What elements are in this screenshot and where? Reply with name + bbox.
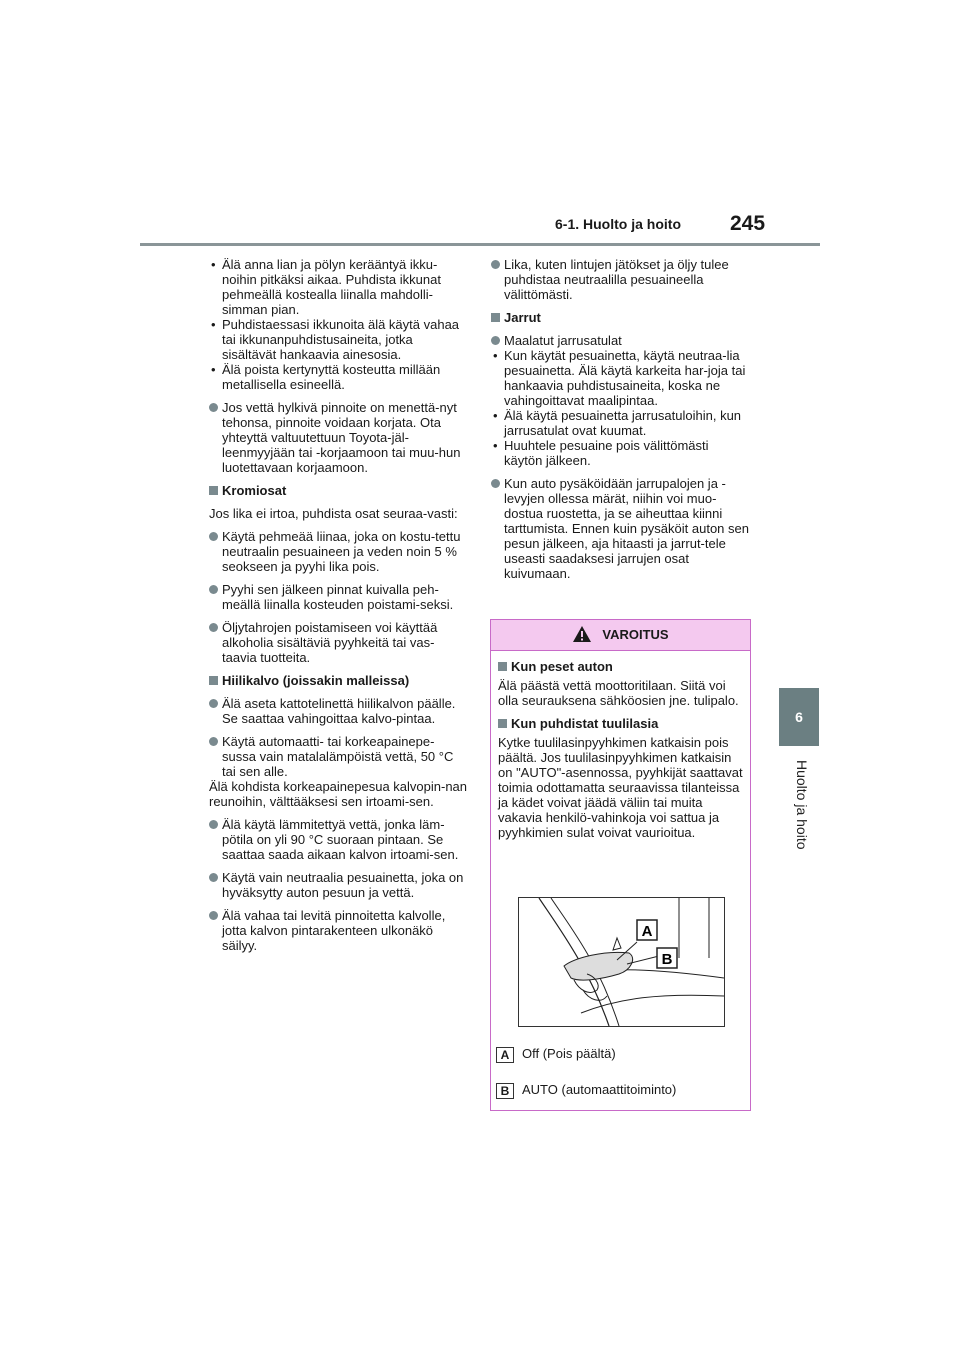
item-text: Älä aseta kattotelinettä hiilikalvon päälle. Se saattaa vahingoittaa kalvo-pintaa. [222, 696, 456, 726]
item-text: Älä vahaa tai levitä pinnoitetta kalvolle, jotta kalvon pintarakenteen ulkonäkö säilyy. [222, 908, 446, 953]
circle-bullet-item [209, 734, 467, 779]
circle-bullet-item [209, 817, 467, 862]
square-bullet-icon [491, 313, 500, 322]
warning-triangle-icon [572, 625, 592, 643]
heading-text: Jarrut [504, 310, 541, 325]
circle-bullet-item [209, 529, 467, 574]
item-text: Käytä pehmeää liinaa, joka on kostu-tettu neutraalin pesuaineen ja veden noin 5 % seokseen ja pyyhi lika pois. [222, 529, 461, 574]
circle-bullet-icon [491, 260, 500, 269]
list-item: • Älä poista kertynyttä kosteutta millään metallisella esineellä. [209, 362, 467, 392]
legend-item-a [496, 1046, 616, 1063]
item-text: Pyyhi sen jälkeen pinnat kuivalla peh-meällä liinalla kosteuden poistami-seksi. [222, 582, 454, 612]
square-bullet-icon [498, 719, 507, 728]
square-bullet-icon [209, 486, 218, 495]
legend-text: AUTO (automaattitoiminto) [522, 1082, 677, 1097]
heading-text: Kun peset auton [511, 659, 613, 674]
paragraph: Älä kohdista korkeapainepesua kalvopin-nan reunoihin, välttääksesi sen irtoami-sen. [209, 779, 468, 809]
heading-text: Kun puhdistat tuulilasia [511, 716, 659, 731]
circle-bullet-icon [209, 737, 218, 746]
callout-a: A [641, 923, 653, 940]
item-text: Älä käytä lämmitettyä vettä, jonka läm-pötila on yli 90 °C suoraan pintaan. Se saattaa saada aikaan kalvon irtoami-sen. [222, 817, 459, 862]
section-heading-jarrut [491, 310, 749, 325]
warning-paragraph: Kytke tuulilasinpyyhkimen katkaisin pois päältä. Jos tuulilasinpyyhkimen katkaisin on "AUTO"-asennossa, pyyhkijät saattavat toimia odottamatta seuraavissa tilanteissa ja kädet voivat jäädä väliin tai muita vakavia henkilö-vahinkoja voi sattua ja pyyhkimien sulat voivat vaurioitua. [498, 735, 743, 840]
circle-bullet-icon [209, 820, 218, 829]
circle-bullet-item [209, 582, 467, 612]
list-item: • Älä anna lian ja pölyn kerääntyä ikku-noihin pitkäksi aikaa. Puhdista ikkunat pehmeällä kostealla liinalla mahdolli-simman pian. [209, 257, 467, 317]
circle-bullet-icon [209, 911, 218, 920]
circle-bullet-icon [209, 699, 218, 708]
heading-text: Kromiosat [222, 483, 287, 498]
section-heading-kromiosat [209, 483, 467, 498]
brake-caliper-list [491, 348, 749, 468]
list-item: • Kun käytät pesuainetta, käytä neutraa-lia pesuainetta. Älä käytä karkeita har-joja tai hankaavia puhdistusaineita, koska ne vahingoittavat maalipintaa. [491, 348, 749, 408]
right-column [491, 257, 749, 589]
warning-paragraph: Älä päästä vettä moottoritilaan. Siitä voi olla seurauksena sähköosien jne. tulipalo. [498, 678, 739, 708]
circle-bullet-icon [209, 623, 218, 632]
wiper-switch-illustration [518, 897, 725, 1027]
item-text: Käytä vain neutraalia pesuainetta, joka on hyväksytty auton pesuun ja vettä. [222, 870, 464, 900]
warning-header [491, 620, 750, 651]
header-divider [140, 243, 820, 246]
circle-bullet-icon [209, 532, 218, 541]
heading-text: Hiilikalvo (joissakin malleissa) [222, 673, 410, 688]
legend-key: A [496, 1047, 514, 1063]
item-text: Maalatut jarrusatulat [504, 333, 622, 348]
circle-bullet-item [209, 400, 467, 475]
circle-bullet-item [209, 908, 467, 953]
circle-bullet-icon [491, 336, 500, 345]
circle-bullet-icon [491, 479, 500, 488]
warning-heading [498, 659, 743, 674]
item-text: Öljytahrojen poistamiseen voi käyttää alkoholia sisältäviä pyyhkeitä tai vas-taavia tuotteita. [222, 620, 438, 665]
legend-text: Off (Pois päältä) [522, 1046, 616, 1061]
circle-bullet-item [491, 476, 749, 581]
window-care-list [209, 257, 467, 392]
circle-bullet-item [209, 620, 467, 665]
circle-bullet-icon [209, 873, 218, 882]
item-text: Kun auto pysäköidään jarrupalojen ja -levyjen ollessa märät, niihin voi muo-dostua ruostetta, ja se aiheuttaa kiinni tarttumista. Ennen kuin pysäköit auton sen pesun jälkeen, aja hitaasti ja jarrut-tele useasti saadaksesi jarrujen osat kuivumaan. [504, 476, 749, 581]
circle-bullet-icon [209, 403, 218, 412]
callout-b: B [661, 951, 673, 968]
circle-bullet-item [209, 870, 467, 900]
chapter-tab: 6 [779, 688, 819, 746]
circle-bullet-item [491, 257, 749, 302]
square-bullet-icon [209, 676, 218, 685]
circle-bullet-icon [209, 585, 218, 594]
item-text: Lika, kuten lintujen jätökset ja öljy tulee puhdistaa neutraalilla pesuaineella välittömästi. [504, 257, 729, 302]
paragraph: Jos lika ei irtoa, puhdista osat seuraa-vasti: [209, 506, 458, 521]
section-heading-hiilikalvo [209, 673, 467, 688]
warning-title: VAROITUS [602, 627, 669, 642]
circle-bullet-item [209, 696, 467, 726]
item-text: Käytä automaatti- tai korkeapainepe-sussa vain matalalämpöistä vettä, 50 °C tai sen alle. [222, 734, 454, 779]
page-number: 245 [730, 212, 766, 235]
list-item: • Älä käytä pesuainetta jarrusatuloihin, kun jarrusatulat ovat kuumat. [491, 408, 749, 438]
section-title: 6-1. Huolto ja hoito [555, 216, 681, 232]
list-item: • Puhdistaessasi ikkunoita älä käytä vahaa tai ikkunanpuhdistusaineita, jotka sisältävät hankaavia ainesosia. [209, 317, 467, 362]
warning-heading [498, 716, 743, 731]
list-item: • Huuhtele pesuaine pois välittömästi käytön jälkeen. [491, 438, 749, 468]
circle-bullet-item [491, 333, 749, 348]
item-text: Jos vettä hylkivä pinnoite on menettä-nyt tehonsa, pinnoite voidaan korjata. Ota yhteyttä valtuutettuun Toyota-jäl-leenmyyjään tai -korjaamoon tai muu-hun luotettavaan korjaamoon. [222, 400, 461, 475]
legend-key: B [496, 1083, 514, 1099]
legend-item-b [496, 1082, 676, 1099]
wiper-switch-drawing [519, 898, 724, 1026]
square-bullet-icon [498, 662, 507, 671]
left-column [209, 257, 467, 961]
chapter-side-label: Huolto ja hoito [794, 760, 810, 850]
warning-box [490, 619, 751, 1111]
warning-body [491, 651, 750, 840]
